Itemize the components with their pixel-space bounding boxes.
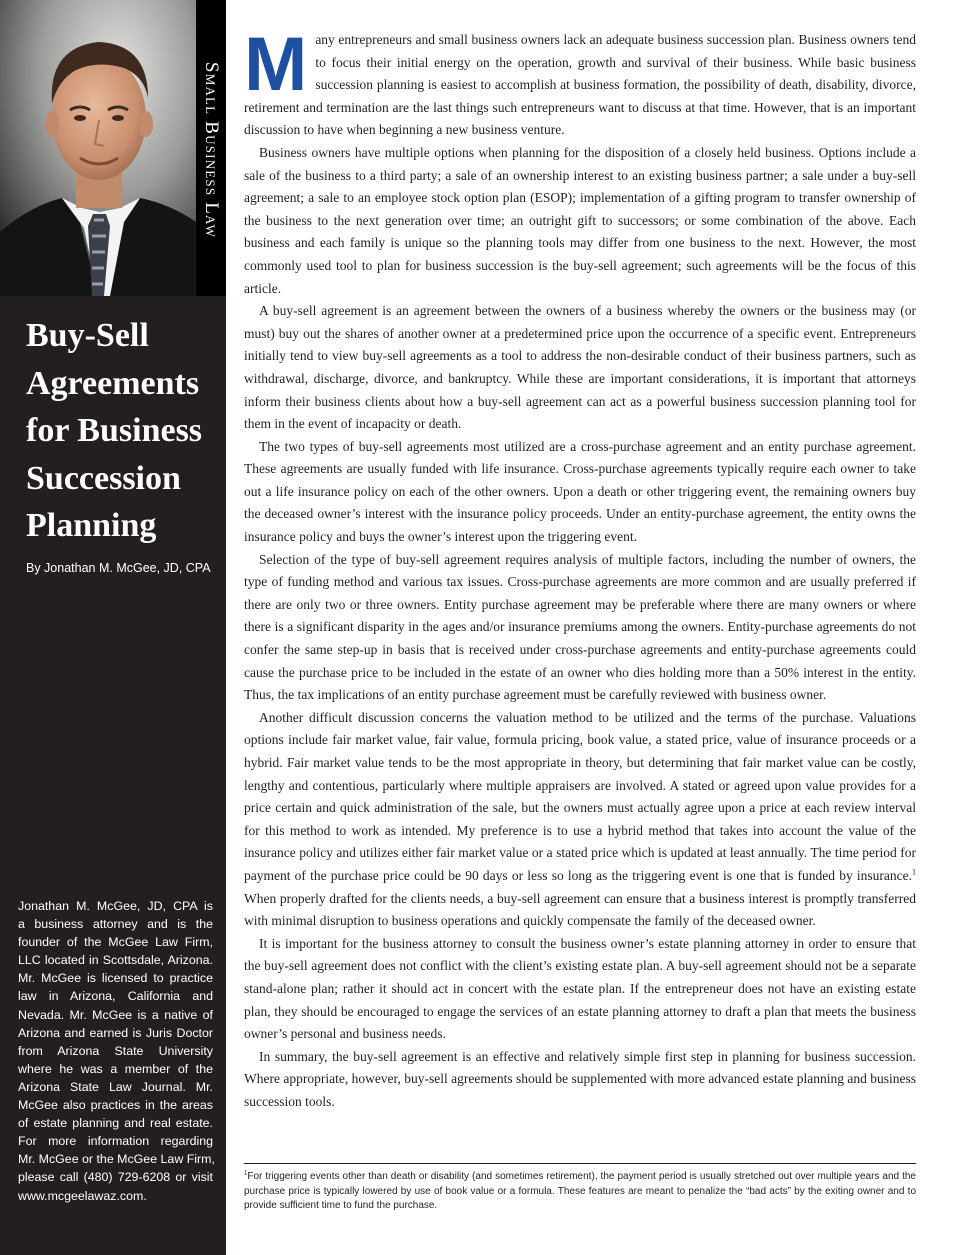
- article-paragraph: In summary, the buy-sell agreement is an effective and relatively simple first step in planning for business succession. Where appropriate, however, buy-sell agreements should be supplemented with more advanced estate planning and business succession tools.: [244, 1048, 916, 1109]
- bio-line: Mr. McGee is licensed to practice: [18, 971, 213, 986]
- author-byline: By Jonathan M. McGee, JD, CPA: [26, 561, 211, 575]
- bio-line: a business attorney and is the: [18, 917, 213, 932]
- bio-line: Arizona State Law Journal. Mr.: [18, 1079, 213, 1094]
- article-paragraph: The two types of buy-sell agreements most utilized are a cross-purchase agreement and an entity purchase agreement. These agreements are usually funded with life insurance. Cross-purchase agreements typically require each owner to take out a life insurance policy on each of the other owners. Upon a death or other triggering event, the remaining owners buy the deceased owner’s interest with the insurance policy proceeds. Under an entity-purchase agreement, the entity owns the insurance policy and buys the owner’s interest upon the triggering event.: [244, 438, 916, 545]
- author-bio: [18, 897, 213, 1205]
- paragraph-text: When properly drafted for the clients needs, a buy-sell agreement can ensure that a business interest is promptly transferred with minimal disruption to business operations and quickly compensate the family of the deceased owner.: [244, 890, 916, 929]
- article-paragraph: Business owners have multiple options when planning for the disposition of a closely held business. Options include a sale of the business to a third party; a sale of an ownership interest to an existing business partner; a sale under a buy-sell agreement; a sale to an employee stock option plan (ESOP); implementation of a gifting program to transfer ownership of the business to the next generation over time; an outright gift to successors; or some combination of the above. Each business and each family is unique so the planning tools may differ from one business to the next. However, the most commonly used tool to plan for business succession is the buy-sell agreement; such agreements will be the focus of this article.: [244, 144, 916, 296]
- title-line: Agreements: [26, 364, 200, 402]
- article-paragraph: [244, 22, 916, 142]
- section-label-text: Small Business Law: [201, 61, 222, 239]
- paragraph-text: any entrepreneurs and small business owners lack an adequate business succession plan. Business owners tend to focus their initial energy on the operation, growth and survival of their business. While basic business succession planning is easiest to accomplish at business formation, the possibility of death, disability, divorce, retirement and termination are the last things such entrepreneurs want to discuss at that time. However, that is an important discussion to have when beginning a new business venture.: [244, 32, 916, 138]
- paragraph-text: Another difficult discussion concerns the valuation method to be utilized and the terms of the purchase. Valuations options include fair market value, fair value, formula pricing, book value, a stated price, value of insurance proceeds or a hybrid. Fair market value tends to be the most appropriate in theory, but determining that fair market value can be costly, lengthy and contentious, particularly where multiple appraisers are involved. A stated or agreed upon value provides for a price certain and quick administration of the sale, but the owners must actually agree upon a price at each review interval for this method to work as intended. My preference is to use a hybrid method that takes into account the value of the insurance policy and utilizes either fair market value or a stated price which is updated at least annually. The time period for payment of the purchase price could be 90 days or less so long as the triggering event is one that is funded by insurance.: [244, 709, 916, 883]
- bio-line: McGee also practices in the areas: [18, 1098, 213, 1113]
- footnote-reference: 1: [912, 867, 916, 877]
- bio-line: of estate planning and real estate.: [18, 1116, 213, 1131]
- article-paragraph: [244, 707, 916, 933]
- bio-line: please call (480) 729-6208 or visit: [18, 1170, 213, 1185]
- footnote-divider: [244, 1163, 916, 1164]
- author-portrait-image: [0, 0, 196, 296]
- bio-line: www.mcgeelawaz.com.: [18, 1188, 147, 1203]
- bio-line: founder of the McGee Law Firm,: [18, 935, 213, 950]
- bio-line: Nevada. Mr. McGee is a native of: [18, 1007, 213, 1022]
- author-photo: [0, 0, 196, 296]
- article-paragraph: It is important for the business attorney to consult the business owner’s estate planning attorney in order to ensure that the buy-sell agreement does not conflict with the client’s existing estate plan. A buy-sell agreement should not be a separate stand-alone plan; rather it should act in concert with the estate plan. If the entrepreneur does not have an existing estate plan, they should be encouraged to engage the services of an estate planning attorney to draft a plan that meets the business owner’s personal and business needs.: [244, 935, 916, 1042]
- title-line: Planning: [26, 507, 157, 544]
- footnote-marker: 1: [244, 1170, 248, 1177]
- bio-line: Mr. McGee or the McGee Law Firm,: [18, 1152, 215, 1167]
- section-label: [196, 0, 226, 296]
- article-title: [26, 312, 221, 550]
- footnote: [244, 1170, 916, 1214]
- drop-cap: M: [244, 22, 308, 107]
- bio-line: Jonathan M. McGee, JD, CPA is: [18, 899, 213, 913]
- bio-line: law in Arizona, California and: [18, 989, 213, 1004]
- article-paragraph: Selection of the type of buy-sell agreement requires analysis of multiple factors, including the number of owners, the type of funding method and various tax issues. Cross-purchase agreements are more common and are usually preferred if there are only two or three owners. Entity purchase agreement may be preferable where there are many owners or where there is a significant disparity in the ages and/or insurance premiums among the owners. Entity-purchase agreements do not confer the same step-up in basis that is received under cross-purchase agreements and entity-purchase agreements could cause the purchase price to be included in the estate of an owner who dies holding more than a 50% interest in the entity. Thus, the tax implications of an entity purchase agreement must be carefully reviewed with business owner.: [244, 551, 916, 703]
- bio-line: where he was a member of the: [18, 1061, 213, 1076]
- title-line: Buy-Sell: [26, 317, 149, 354]
- title-line: Succession: [26, 459, 181, 497]
- article-paragraph: A buy-sell agreement is an agreement between the owners of a business whereby the owners or the business may (or must) buy out the shares of another owner at a predetermined price upon the occurrence of a specific event. Entrepreneurs initially tend to view buy-sell agreements as a tool to address the non-desirable conduct of their business partners, such as withdrawal, discharge, divorce, and bankruptcy. While these are important considerations, it is important that attorneys inform their business clients about how a buy-sell agreement can act as a powerful business succession planning tool for them in the event of incapacity or death.: [244, 303, 916, 432]
- sidebar: [0, 0, 226, 1255]
- title-line: for Business: [26, 412, 203, 449]
- bio-line: For more information regarding: [18, 1134, 213, 1149]
- bio-line: from Arizona State University: [18, 1043, 213, 1058]
- article-body: [244, 22, 916, 1114]
- bio-line: Arizona and earned is Juris Doctor: [18, 1025, 213, 1040]
- bio-line: LLC located in Scottsdale, Arizona.: [18, 953, 213, 968]
- footnote-text: For triggering events other than death or disability (and sometimes retirement), the payment period is usually stretched out over multiple years and the purchase price is typically lowered by use of book value or a formula. These features are meant to penalize the “bad acts” by the exiting owner and to provide sufficient time to fund the purchase.: [244, 1171, 916, 1211]
